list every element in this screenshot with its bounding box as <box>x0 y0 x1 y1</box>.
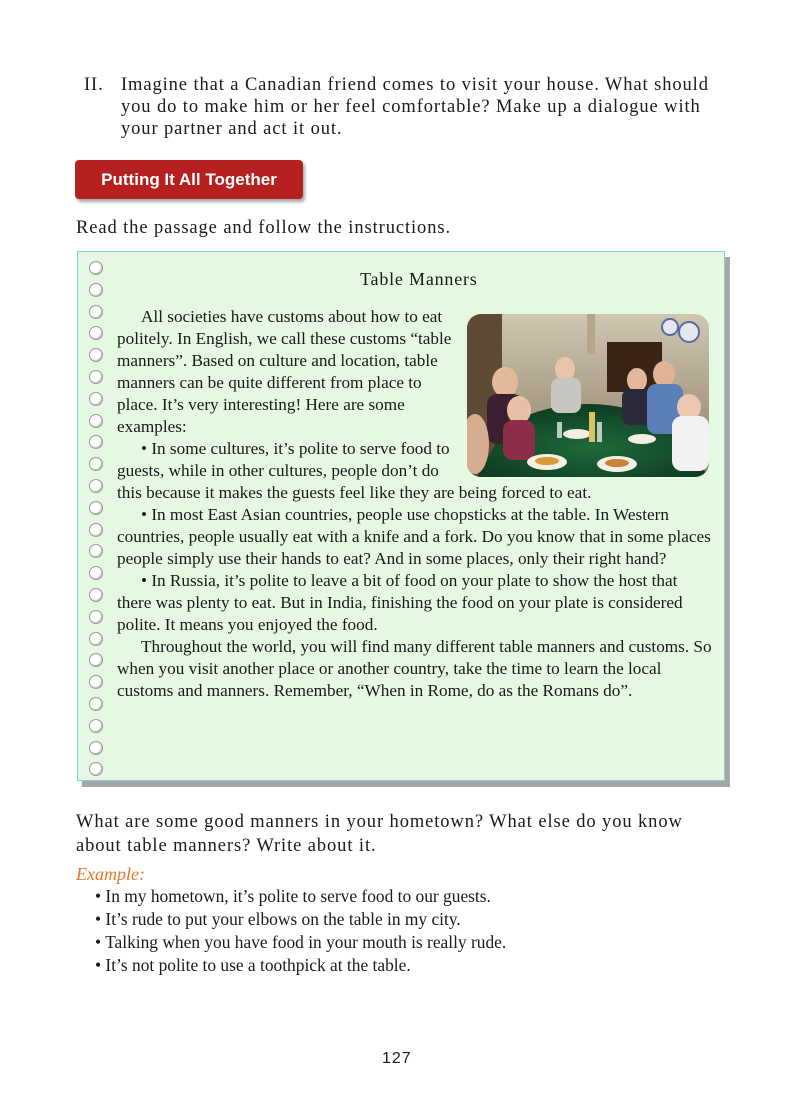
passage-paragraph-5: Throughout the world, you will find many different table manners and customs. So when you visit another place or another country, take the time to learn the local customs and manners. Remember, “When in Rome, do as the Romans do”. <box>117 637 712 700</box>
ring-icon <box>89 588 103 602</box>
ring-icon <box>89 523 103 537</box>
writing-question: What are some good manners in your hometown? What else do you know about table manners? Write about it. <box>76 812 683 856</box>
photo-space <box>467 306 712 475</box>
ring-icon <box>89 719 103 733</box>
passage-title: Table Manners <box>360 269 478 289</box>
example-item: • It’s rude to put your elbows on the table in my city. <box>95 909 461 929</box>
ring-icon <box>89 261 103 275</box>
example-item: • It’s not polite to use a toothpick at the table. <box>95 955 411 975</box>
ring-icon <box>89 392 103 406</box>
ring-icon <box>89 370 103 384</box>
exercise-text: Imagine that a Canadian friend comes to visit your house. What should you do to make him or her feel comfortable? Make up a dialogue with your partner and act it out. <box>121 75 709 139</box>
section-heading: Putting It All Together <box>75 160 303 199</box>
passage-paragraph-2: • In some cultures, it’s polite to serve food to guests, while in other cultures, people don’t do this because it makes the guests feel like they are being forced to eat. <box>117 439 592 502</box>
ring-icon <box>89 305 103 319</box>
passage-paragraph-4: • In Russia, it’s polite to leave a bit of food on your plate to show the host that there was plenty to eat. But in India, finishing the food on your plate is considered polite. It means you enjoyed the food. <box>117 571 683 634</box>
ring-icon <box>89 610 103 624</box>
ring-icon <box>89 697 103 711</box>
passage-paragraph-1: All societies have customs about how to eat politely. In English, we call these customs “table manners”. Based on culture and location, table manners can be quite different from place to place. It’s very interesting! Here are some examples: <box>117 307 452 436</box>
exercise-ii <box>84 74 724 140</box>
passage-text <box>117 306 712 702</box>
example-item: • In my hometown, it’s polite to serve food to our guests. <box>95 886 491 906</box>
section-instruction: Read the passage and follow the instructions. <box>76 218 451 238</box>
ring-icon <box>89 479 103 493</box>
ring-icon <box>89 632 103 646</box>
example-label: Example: <box>76 864 145 884</box>
example-list <box>95 885 506 977</box>
ring-icon <box>89 501 103 515</box>
ring-icon <box>89 283 103 297</box>
passage-paragraph-3: • In most East Asian countries, people use chopsticks at the table. In Western countries, people usually eat with a knife and a fork. Do you know that in some places people simply use their hands to eat? And in some places, only their right hand? <box>117 505 711 568</box>
exercise-number: II. <box>84 75 104 95</box>
example-item: • Talking when you have food in your mouth is really rude. <box>95 932 507 952</box>
ring-icon <box>89 741 103 755</box>
page-number: 127 <box>382 1050 412 1067</box>
ring-icon <box>89 414 103 428</box>
